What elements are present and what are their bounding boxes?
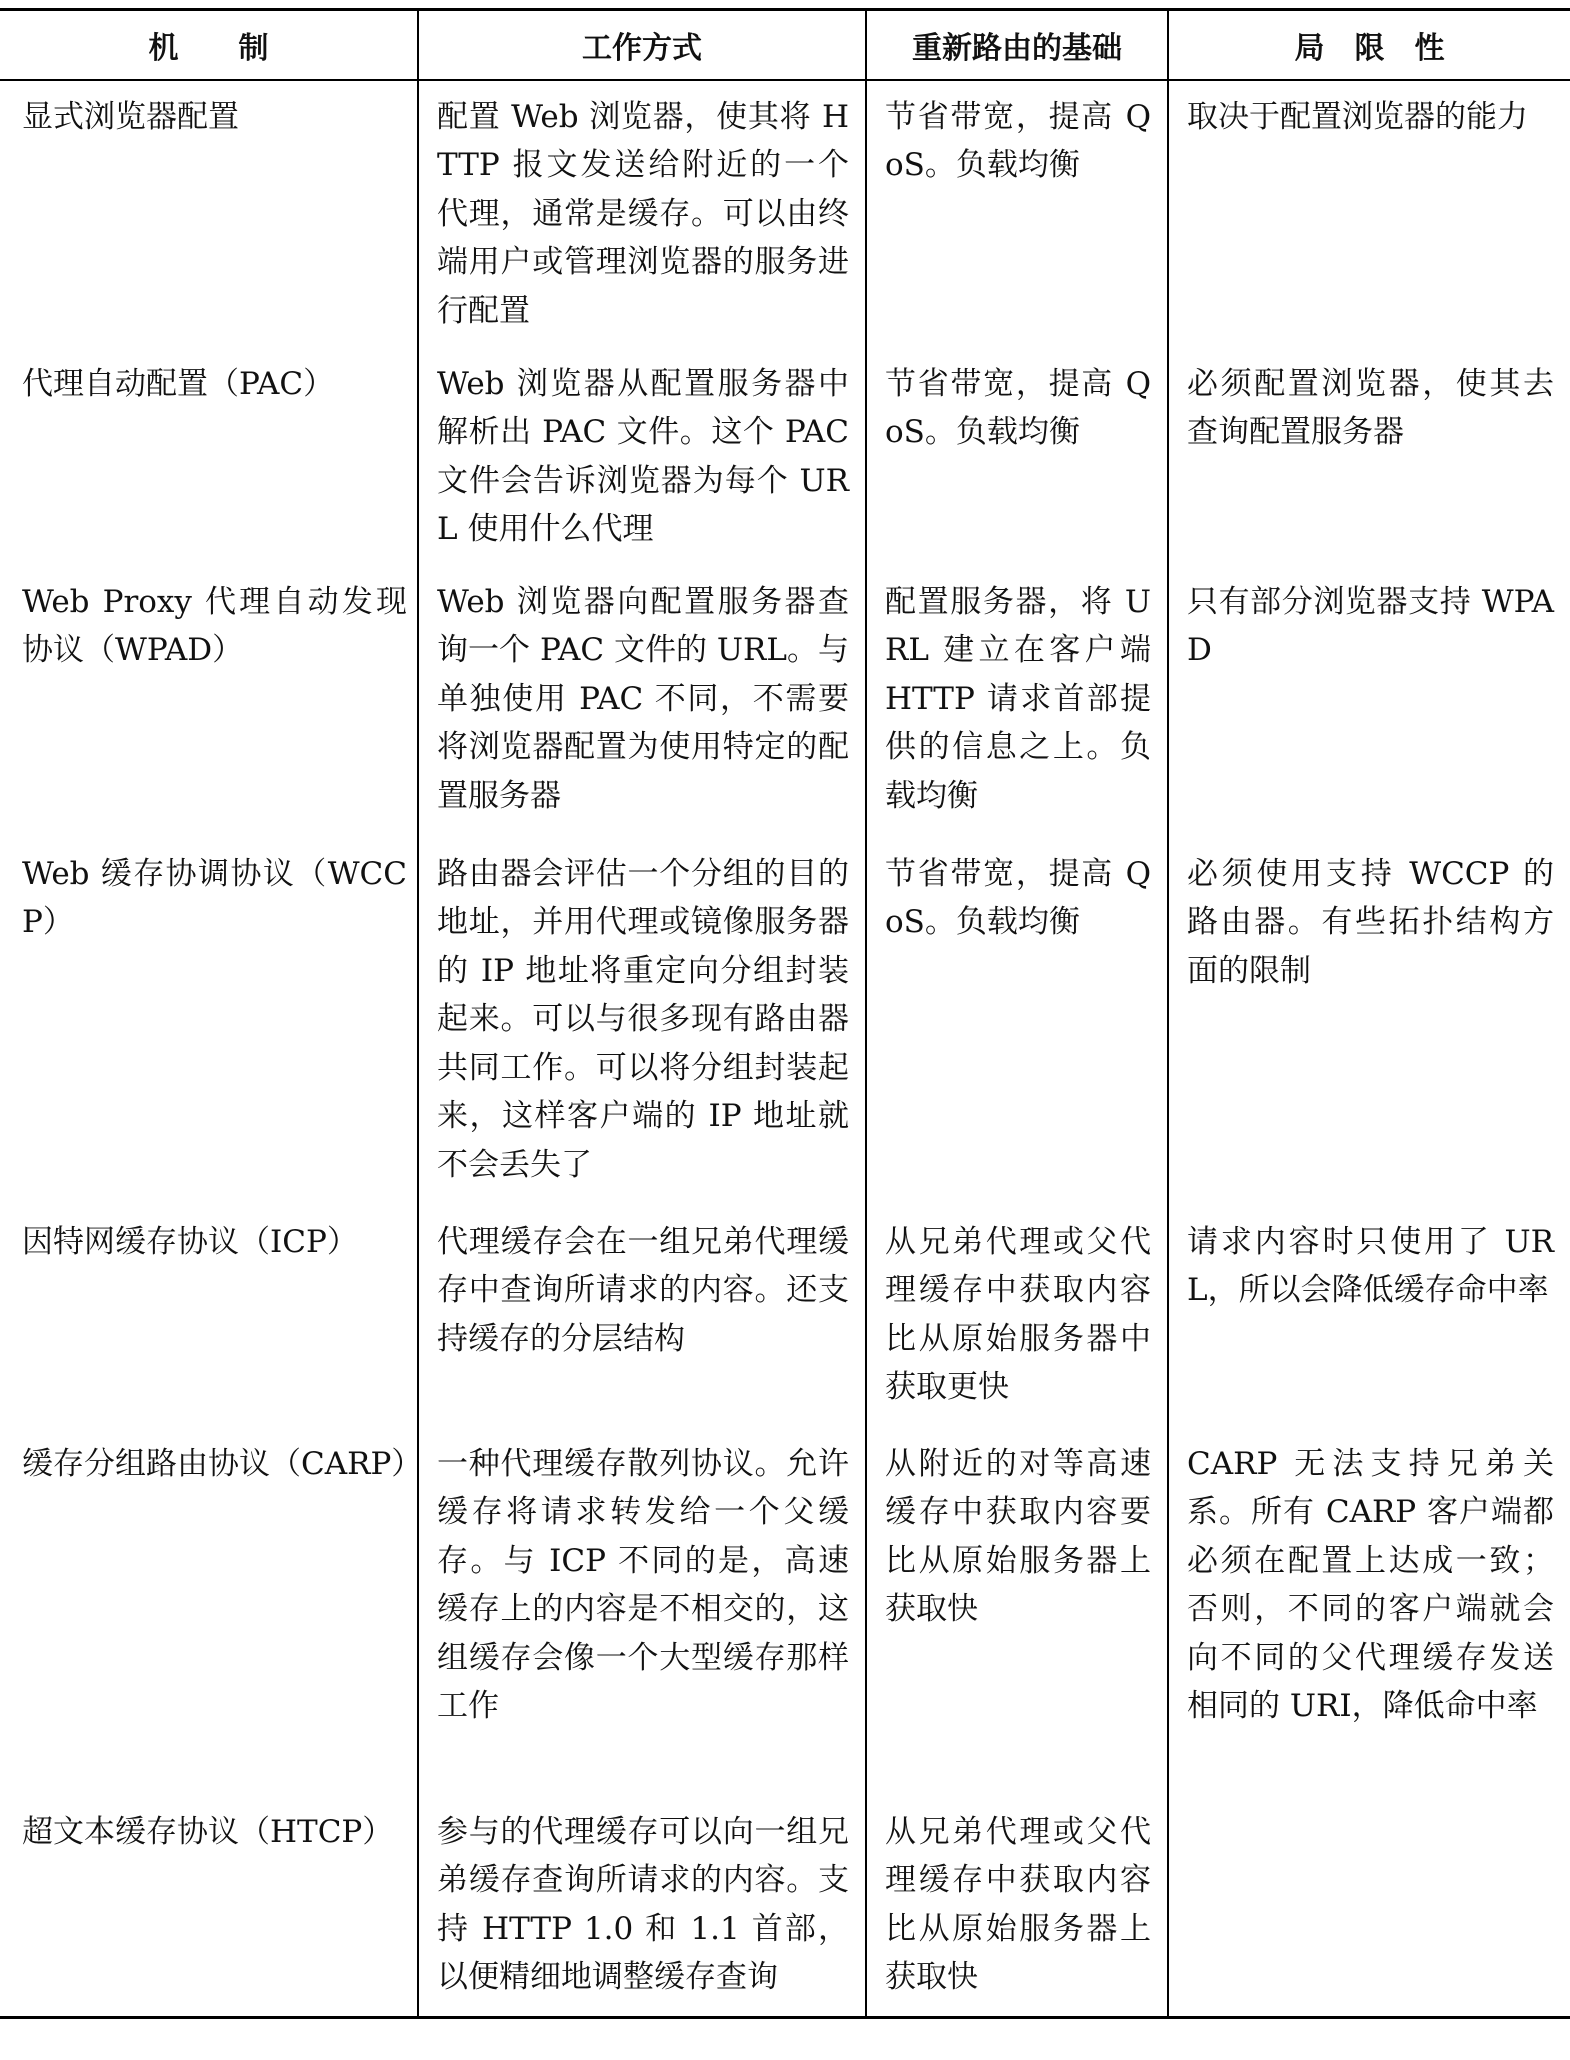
how-it-works-cell: 参与的代理缓存可以向一组兄弟缓存查询所请求的内容。支持 HTTP 1.0 和 1.1 首部，以便精细地调整缓存查询	[418, 1796, 866, 2018]
rerouting-basis-cell: 从兄弟代理或父代理缓存中获取内容比从原始服务器中获取更快	[866, 1206, 1168, 1428]
limitations-cell: 必须配置浏览器，使其去查询配置服务器	[1168, 348, 1570, 566]
limitations-cell: 必须使用支持 WCCP 的路由器。有些拓扑结构方面的限制	[1168, 838, 1570, 1206]
rerouting-basis-cell: 节省带宽，提高 QoS。负载均衡	[866, 80, 1168, 348]
mechanism-cell: 超文本缓存协议（HTCP）	[0, 1796, 418, 2018]
table-row	[0, 348, 1570, 566]
limitations-cell	[1168, 1796, 1570, 2018]
mechanism-cell: 因特网缓存协议（ICP）	[22, 1223, 358, 1260]
how-it-works-cell: 路由器会评估一个分组的目的地址，并用代理或镜像服务器的 IP 地址将重定向分组封装起来。可以与很多现有路由器共同工作。可以将分组封装起来，这样客户端的 IP 地址就不会丢失了	[418, 838, 866, 1206]
table-row	[0, 838, 1570, 1206]
how-it-works-cell: 代理缓存会在一组兄弟代理缓存中查询所请求的内容。还支持缓存的分层结构	[418, 1206, 866, 1428]
table-row	[0, 80, 1570, 348]
header-limitations: 局 限 性	[1168, 10, 1570, 80]
limitations-cell: 请求内容时只使用了 URL，所以会降低缓存命中率	[1168, 1206, 1570, 1428]
limitations-cell: 只有部分浏览器支持 WPAD	[1168, 566, 1570, 838]
mechanism-cell: Web 缓存协调协议（WCCP）	[22, 855, 407, 940]
how-it-works-cell: Web 浏览器从配置服务器中解析出 PAC 文件。这个 PAC 文件会告诉浏览器为每个 URL 使用什么代理	[418, 348, 866, 566]
limitations-cell: 取决于配置浏览器的能力	[1168, 80, 1570, 348]
rerouting-basis-cell: 节省带宽，提高 QoS。负载均衡	[866, 838, 1168, 1206]
header-row	[0, 10, 1570, 80]
header-mechanism: 机 制	[0, 10, 418, 80]
rerouting-basis-cell: 从兄弟代理或父代理缓存中获取内容比从原始服务器上获取快	[866, 1796, 1168, 2018]
rerouting-basis-cell: 节省带宽，提高 QoS。负载均衡	[866, 348, 1168, 566]
table-row	[0, 1796, 1570, 2018]
header-how-it-works: 工作方式	[418, 10, 866, 80]
header-rerouting-basis: 重新路由的基础	[866, 10, 1168, 80]
rerouting-basis-cell: 从附近的对等高速缓存中获取内容要比从原始服务器上获取快	[866, 1428, 1168, 1796]
mechanism-cell: 代理自动配置（PAC）	[22, 365, 335, 402]
how-it-works-cell: Web 浏览器向配置服务器查询一个 PAC 文件的 URL。与单独使用 PAC 不同，不需要将浏览器配置为使用特定的配置服务器	[418, 566, 866, 838]
mechanism-cell: Web Proxy 代理自动发现协议（WPAD）	[22, 583, 407, 668]
limitations-cell: CARP 无法支持兄弟关系。所有 CARP 客户端都必须在配置上达成一致；否则，不同的客户端就会向不同的父代理缓存发送相同的 URI，降低命中率	[1168, 1428, 1570, 1796]
table-body	[0, 80, 1570, 2018]
rerouting-basis-cell: 配置服务器，将 URL 建立在客户端 HTTP 请求首部提供的信息之上。负载均衡	[866, 566, 1168, 838]
table-row	[0, 1206, 1570, 1428]
table-row	[0, 1428, 1570, 1796]
how-it-works-cell: 配置 Web 浏览器，使其将 HTTP 报文发送给附近的一个代理，通常是缓存。可以由终端用户或管理浏览器的服务进行配置	[418, 80, 866, 348]
table-row	[0, 566, 1570, 838]
redirection-methods-table	[0, 8, 1570, 2019]
mechanism-cell: 缓存分组路由协议（CARP）	[22, 1445, 423, 1482]
table-header	[0, 10, 1570, 80]
how-it-works-cell: 一种代理缓存散列协议。允许缓存将请求转发给一个父缓存。与 ICP 不同的是，高速缓存上的内容是不相交的，这组缓存会像一个大型缓存那样工作	[418, 1428, 866, 1796]
mechanism-cell: 显式浏览器配置	[22, 98, 239, 135]
